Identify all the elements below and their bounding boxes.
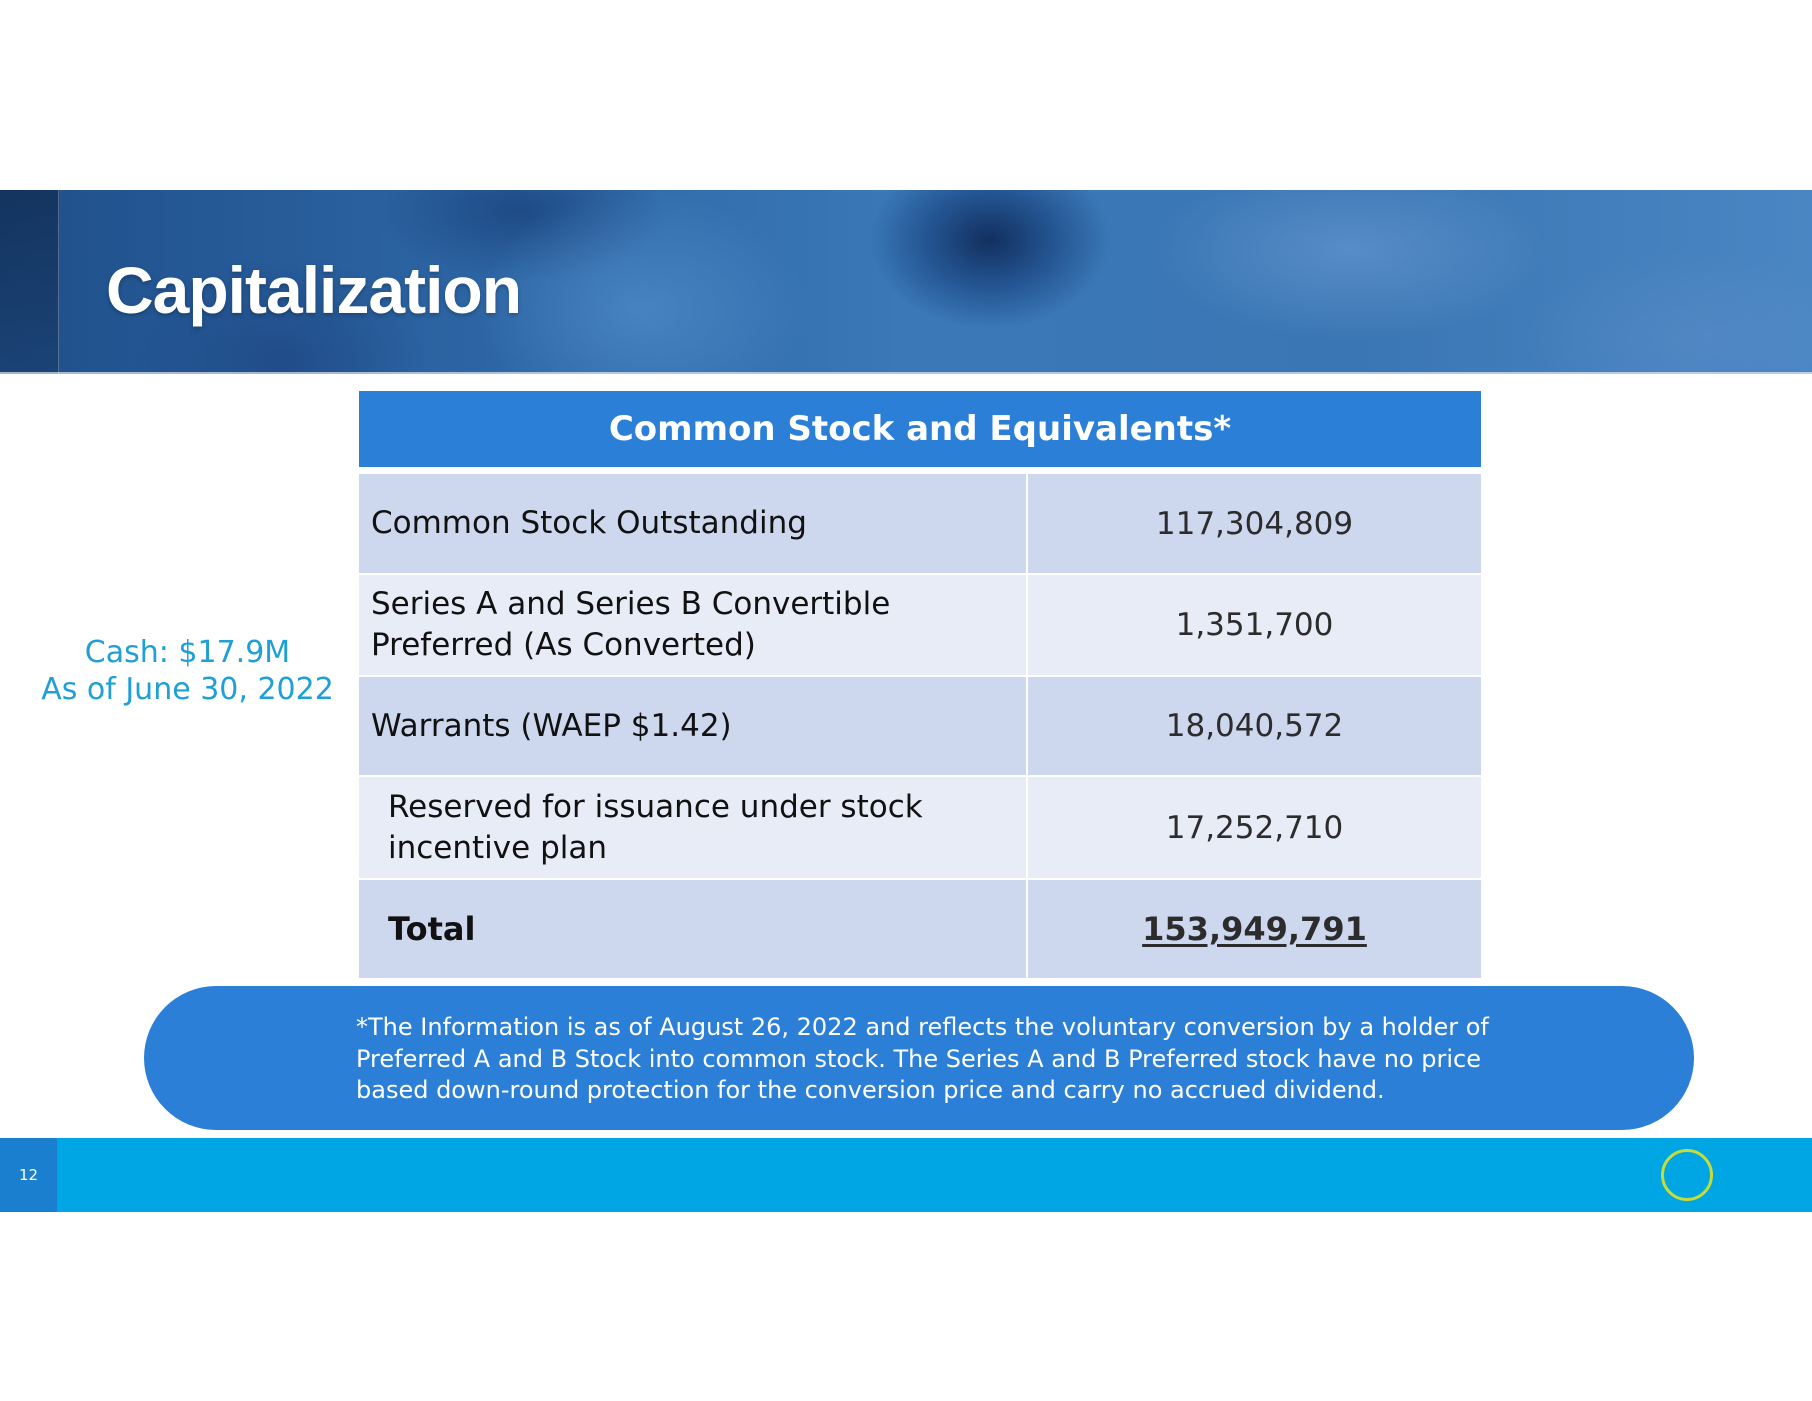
cash-note xyxy=(30,634,345,708)
capitalization-table xyxy=(359,391,1481,980)
row-label: Series A and Series B Convertible Preferred (As Converted) xyxy=(359,575,1028,675)
table-row xyxy=(359,474,1481,575)
logo-ring-icon xyxy=(1660,1148,1714,1202)
row-value: 117,304,809 xyxy=(1155,505,1354,542)
footnote: *The Information is as of August 26, 2022 and reflects the voluntary conversion by a holder of Preferred A and B Stock into common stock. The Series A and B Preferred stock have no price based down-round protection for the conversion price and carry no accrued dividend. xyxy=(144,986,1694,1130)
row-label: Common Stock Outstanding xyxy=(359,474,1028,573)
row-label: Warrants (WAEP $1.42) xyxy=(359,677,1028,775)
table-row xyxy=(359,777,1481,880)
footer-bar xyxy=(0,1138,1812,1212)
table-row xyxy=(359,677,1481,777)
table-row xyxy=(359,575,1481,677)
banner-left-strip xyxy=(0,190,59,374)
page-number: 12 xyxy=(0,1138,57,1212)
row-value: 1,351,700 xyxy=(1175,607,1334,643)
page-title: Capitalization xyxy=(106,253,522,327)
row-value: 17,252,710 xyxy=(1165,809,1344,846)
total-label: Total xyxy=(359,880,1028,978)
cash-date: As of June 30, 2022 xyxy=(41,672,334,707)
table-total-row xyxy=(359,880,1481,980)
header-banner xyxy=(0,190,1812,374)
table-header: Common Stock and Equivalents* xyxy=(359,391,1481,474)
row-value: 18,040,572 xyxy=(1165,708,1344,744)
banner-divider xyxy=(0,372,1812,374)
row-label: Reserved for issuance under stock incentive plan xyxy=(359,777,1028,878)
cash-amount: Cash: $17.9M xyxy=(84,635,291,670)
total-value: 153,949,791 xyxy=(1142,910,1367,948)
